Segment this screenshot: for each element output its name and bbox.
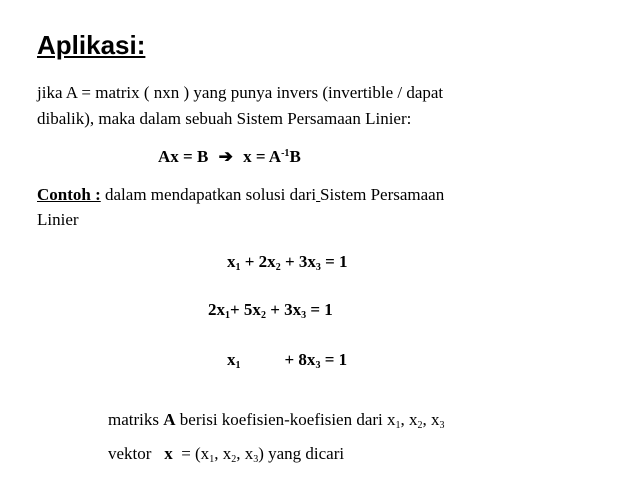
formula-rhs: x = A (243, 147, 282, 166)
implies-arrow-icon: ➔ (218, 147, 233, 166)
contoh-line-1 (37, 185, 444, 205)
contoh-line-2: Linier (37, 210, 79, 229)
equation-3: $x_1 + 8x_3 = 1$ (227, 350, 348, 371)
equation-1: $x_1 + 2x_2 + 3x_3 = 1$ (227, 252, 348, 273)
formula-lhs: Ax = B (158, 147, 209, 166)
contoh-text: dalam mendapatkan solusi dari (100, 185, 317, 204)
formula-rhs-b: B (289, 147, 301, 166)
matrix-a-symbol: A (163, 410, 176, 429)
contoh-text-spl: Sistem Persamaan (320, 185, 445, 204)
inverse-formula (158, 147, 301, 167)
formula-inverse-exponent: -1 (281, 148, 290, 159)
slide-title: Aplikasi: (37, 30, 146, 60)
equation-2: $2x_1+ 5x_2 + 3x_3 = 1$ (208, 300, 333, 321)
contoh-label: Contoh : (37, 185, 101, 204)
vector-x-symbol: x (164, 444, 173, 463)
intro-line-1: jika A = matrix ( nxn ) yang punya invers (invertible / dapat (37, 83, 444, 102)
vektor-description: vektor $x = (x_1$, $x_2$, $x_3$) yang dicari (108, 444, 345, 465)
intro-line-2: dibalik), maka dalam sebuah Sistem Persamaan Linier: (37, 109, 412, 128)
matriks-description: matriks A berisi koefisien-koefisien dari $x_1$, $x_2$, $x_3$ (108, 410, 445, 431)
